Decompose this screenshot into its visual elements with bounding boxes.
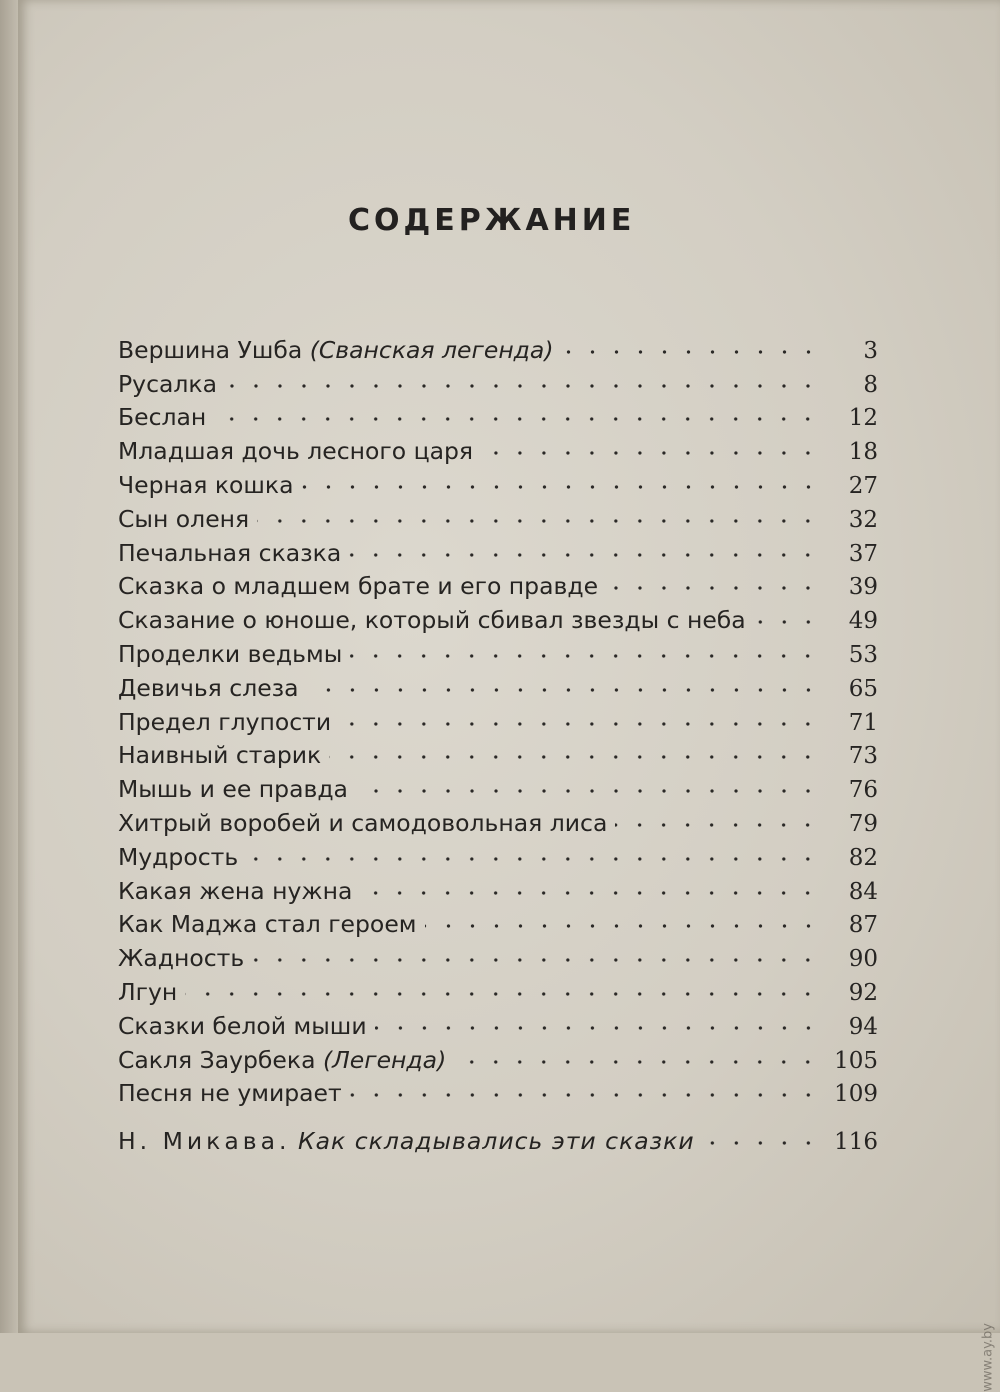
book-spine-shadow — [0, 0, 18, 1333]
toc-page-number: 32 — [848, 506, 878, 533]
toc-entry — [118, 938, 878, 972]
toc-entry-main-title: Русалка — [118, 369, 218, 398]
toc-entry — [118, 567, 878, 601]
toc-entry-title — [118, 606, 754, 634]
toc-dot-leader — [454, 1057, 820, 1067]
toc-entry-title — [118, 336, 562, 364]
toc-entry-main-title: Мудрость — [118, 842, 239, 871]
toc-dot-leader — [252, 955, 820, 965]
toc-entry-title — [118, 741, 329, 769]
toc-entry-title — [118, 708, 339, 736]
toc-entry-title — [118, 505, 257, 533]
toc-entry-main-title: Жадность — [118, 944, 245, 973]
toc-entry-main-title: Вершина Ушба — [118, 335, 303, 364]
toc-page-number: 109 — [834, 1081, 878, 1108]
toc-page-number: 82 — [848, 844, 878, 871]
toc-entry — [118, 769, 878, 803]
toc-entry — [118, 364, 878, 398]
toc-page-number: 3 — [863, 337, 878, 364]
toc-dot-leader — [350, 1090, 820, 1100]
toc-entry-main-title: Сказка о младшем брате и его правде — [118, 572, 599, 601]
toc-entry-title — [118, 1079, 350, 1107]
toc-page-number: 90 — [848, 946, 878, 973]
toc-entry-main-title: Проделки ведьмы — [118, 639, 343, 668]
toc-page-number: 8 — [863, 371, 878, 398]
toc-entry — [118, 1074, 878, 1108]
toc-dot-leader — [375, 1023, 820, 1033]
toc-entry-main-title: Лгун — [118, 977, 178, 1006]
toc-page-number: 49 — [848, 608, 878, 635]
toc-entry — [118, 533, 878, 567]
toc-final-page-number: 116 — [834, 1129, 878, 1156]
toc-entry-title — [118, 978, 185, 1006]
toc-entry-main-title: Предел глупости — [118, 707, 332, 736]
toc-entry-main-title: Беслан — [118, 403, 207, 432]
toc-dot-leader — [350, 651, 820, 661]
contents-heading: СОДЕРЖАНИЕ — [348, 203, 636, 238]
toc-entry-title — [118, 910, 425, 938]
toc-dot-leader — [349, 550, 820, 560]
toc-page-number: 27 — [848, 472, 878, 499]
toc-page-number: 53 — [848, 641, 878, 668]
toc-dot-leader — [606, 583, 820, 593]
toc-entry-main-title: Черная кошка — [118, 470, 294, 499]
toc-entry-subtitle: (Легенда) — [322, 1045, 447, 1074]
toc-entry — [118, 1006, 878, 1040]
table-of-contents — [118, 330, 878, 1155]
toc-entry — [118, 871, 878, 905]
toc-entry — [118, 465, 878, 499]
toc-entry — [118, 736, 878, 770]
toc-final-author: Н. Микава. — [118, 1127, 291, 1156]
toc-entry-title — [118, 403, 214, 431]
toc-entry-title — [118, 640, 350, 668]
toc-entry-main-title: Мышь и ее правда — [118, 775, 348, 804]
toc-entry-main-title: Как Маджа стал героем — [118, 910, 417, 939]
toc-dot-leader — [481, 448, 820, 458]
toc-entry — [118, 600, 878, 634]
toc-entry — [118, 398, 878, 432]
toc-dot-leader — [360, 888, 820, 898]
toc-dot-leader — [302, 482, 820, 492]
toc-entry-title — [118, 877, 360, 905]
toc-entry-main-title: Сакля Заурбека — [118, 1045, 316, 1074]
toc-dot-leader — [214, 414, 820, 424]
toc-page-number: 87 — [848, 912, 878, 939]
toc-dot-leader — [339, 719, 820, 729]
toc-page-number: 37 — [848, 540, 878, 567]
toc-dot-leader — [615, 820, 820, 830]
toc-entry — [118, 1040, 878, 1074]
toc-entry-title — [118, 471, 302, 499]
toc-entry — [118, 330, 878, 364]
toc-entry — [118, 499, 878, 533]
toc-entry — [118, 634, 878, 668]
toc-entry-title — [118, 572, 606, 600]
toc-dot-leader — [257, 516, 820, 526]
toc-page-number: 79 — [848, 810, 878, 837]
toc-page-number: 92 — [848, 979, 878, 1006]
toc-dot-leader — [425, 921, 820, 931]
toc-page-number: 76 — [848, 777, 878, 804]
toc-final-entry-text — [118, 1127, 703, 1155]
toc-dot-leader — [307, 685, 820, 695]
watermark: www.ay.by — [981, 1323, 996, 1392]
toc-entry-title — [118, 1046, 454, 1074]
toc-page-number: 12 — [848, 405, 878, 432]
toc-entry — [118, 668, 878, 702]
toc-entry-main-title: Хитрый воробей и самодовольная лиса — [118, 808, 608, 837]
toc-entry-main-title: Наивный старик — [118, 741, 322, 770]
book-page — [18, 0, 1000, 1392]
toc-entry-title — [118, 674, 307, 702]
toc-final-title: Как складывались эти сказки — [297, 1127, 695, 1156]
toc-entry-main-title: Сказание о юноше, который сбивал звезды с неба — [118, 606, 746, 635]
toc-page-number: 71 — [848, 709, 878, 736]
toc-entry-main-title: Сын оленя — [118, 504, 250, 533]
toc-entry-title — [118, 1012, 375, 1040]
toc-entry-title — [118, 370, 225, 398]
toc-entry — [118, 837, 878, 871]
toc-page-number: 94 — [848, 1013, 878, 1040]
toc-dot-leader — [225, 381, 820, 391]
toc-dot-leader — [246, 854, 820, 864]
toc-entry-title — [118, 944, 252, 972]
toc-page-number: 39 — [848, 574, 878, 601]
toc-page-number: 65 — [848, 675, 878, 702]
toc-page-number: 73 — [848, 743, 878, 770]
toc-entry-main-title: Печальная сказка — [118, 538, 342, 567]
toc-entry-main-title: Песня не умирает — [118, 1079, 342, 1108]
toc-entry — [118, 972, 878, 1006]
toc-dot-leader — [185, 989, 820, 999]
toc-dot-leader — [329, 752, 820, 762]
toc-entry-main-title: Какая жена нужна — [118, 876, 353, 905]
toc-entry-title — [118, 843, 246, 871]
toc-entry-main-title: Сказки белой мыши — [118, 1011, 367, 1040]
toc-entry — [118, 431, 878, 465]
toc-entry — [118, 803, 878, 837]
toc-dot-leader — [754, 617, 820, 627]
toc-entry — [118, 905, 878, 939]
toc-page-number: 84 — [848, 878, 878, 905]
toc-entry-main-title: Девичья слеза — [118, 673, 299, 702]
toc-page-number: 18 — [848, 439, 878, 466]
toc-final-entry — [118, 1121, 878, 1155]
toc-entry-title — [118, 775, 356, 803]
toc-entry-title — [118, 437, 481, 465]
toc-entry-title — [118, 539, 349, 567]
toc-page-number: 105 — [834, 1047, 878, 1074]
toc-entry-main-title: Младшая дочь лесного царя — [118, 437, 474, 466]
toc-entry — [118, 702, 878, 736]
toc-dot-leader — [703, 1138, 820, 1148]
toc-dot-leader — [356, 786, 820, 796]
toc-dot-leader — [562, 347, 821, 357]
toc-entry-subtitle: (Сванская легенда) — [309, 335, 554, 364]
toc-entry-title — [118, 809, 615, 837]
